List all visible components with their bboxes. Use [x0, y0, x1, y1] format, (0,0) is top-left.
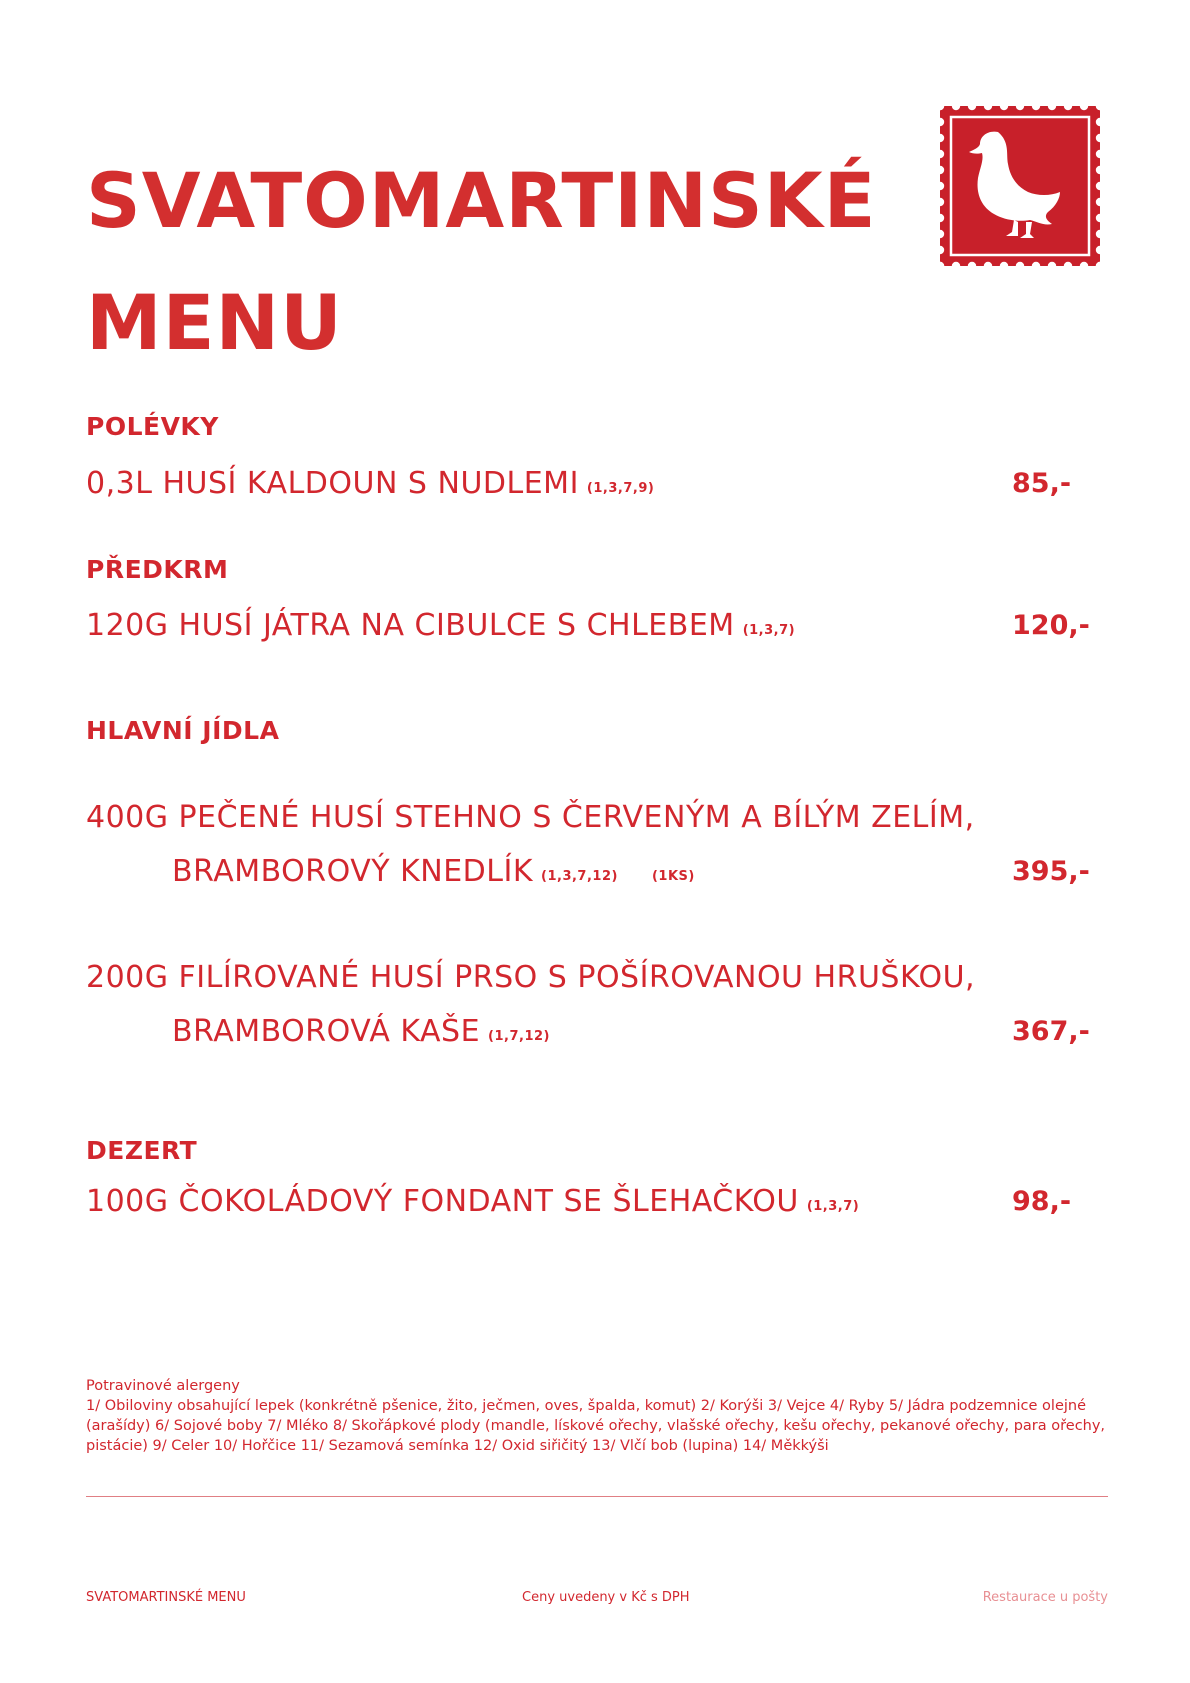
menu-item-starter: [86, 608, 795, 643]
menu-item-soup: [86, 466, 654, 501]
menu-item-goose-leg-line-2: [172, 854, 695, 889]
allergen-codes: (1,3,7): [742, 623, 796, 638]
allergen-legend-heading: Potravinové alergeny: [86, 1378, 240, 1394]
price-goose-leg: 395,-: [1012, 856, 1090, 887]
quantity-note: (1KS): [651, 869, 695, 884]
allergen-codes: (1,3,7,9): [586, 481, 655, 496]
menu-item-text: 100G ČOKOLÁDOVÝ FONDANT SE ŠLEHAČKOU: [86, 1184, 799, 1219]
menu-item-goose-breast-line-1: 200G FILÍROVANÉ HUSÍ PRSO S POŠÍROVANOU HRUŠKOU,: [86, 960, 976, 995]
section-heading-starter: PŘEDKRM: [86, 555, 229, 584]
section-heading-dessert: DEZERT: [86, 1136, 198, 1165]
menu-item-text: BRAMBOROVÁ KAŠE: [172, 1014, 481, 1049]
allergen-codes: (1,7,12): [488, 1029, 550, 1044]
price-soup: 85,-: [1012, 468, 1072, 499]
menu-item-goose-leg-line-1: 400G PEČENÉ HUSÍ STEHNO S ČERVENÝM A BÍLÝM ZELÍM,: [86, 800, 975, 835]
menu-item-text: 120G HUSÍ JÁTRA NA CIBULCE S CHLEBEM: [86, 608, 735, 643]
menu-item-text: 0,3L HUSÍ KALDOUN S NUDLEMI: [86, 466, 579, 501]
allergen-legend: [86, 1376, 1116, 1456]
title-line-1: SVATOMARTINSKÉ: [86, 156, 877, 245]
page-title: [86, 140, 877, 384]
price-dessert: 98,-: [1012, 1186, 1072, 1217]
allergen-codes: (1,3,7): [806, 1199, 860, 1214]
allergen-legend-text: 1/ Obiloviny obsahující lepek (konkrétně pšenice, žito, ječmen, oves, špalda, komut) 2/ Korýši 3/ Vejce 4/ Ryby 5/ Jádra podzemnice olejné (arašídy) 6/ Sojové boby 7/ Mléko 8/ Skořápkové plody (mandle, lískové ořechy, vlašské ořechy, kešu ořechy, pekanové ořechy, para ořechy, pistácie) 9/ Celer 10/ Hořčice 11/ Sezamová semínka 12/ Oxid siřičitý 13/ Vlčí bob (lupina) 14/ Měkkýši: [86, 1398, 1106, 1454]
menu-item-text: BRAMBOROVÝ KNEDLÍK: [172, 854, 534, 889]
title-line-2: MENU: [86, 278, 343, 367]
footer-divider: [86, 1496, 1108, 1497]
footer-right: Restaurace u pošty: [982, 1590, 1108, 1605]
footer-left: SVATOMARTINSKÉ MENU: [86, 1590, 246, 1605]
price-goose-breast: 367,-: [1012, 1016, 1090, 1047]
section-heading-soups: POLÉVKY: [86, 412, 219, 441]
allergen-codes: (1,3,7,12): [541, 869, 618, 884]
section-heading-mains: HLAVNÍ JÍDLA: [86, 716, 280, 745]
menu-item-dessert: [86, 1184, 859, 1219]
price-starter: 120,-: [1012, 610, 1090, 641]
goose-stamp-icon: [940, 106, 1100, 266]
menu-item-goose-breast-line-2: [172, 1014, 550, 1049]
footer-center: Ceny uvedeny v Kč s DPH: [522, 1590, 690, 1605]
